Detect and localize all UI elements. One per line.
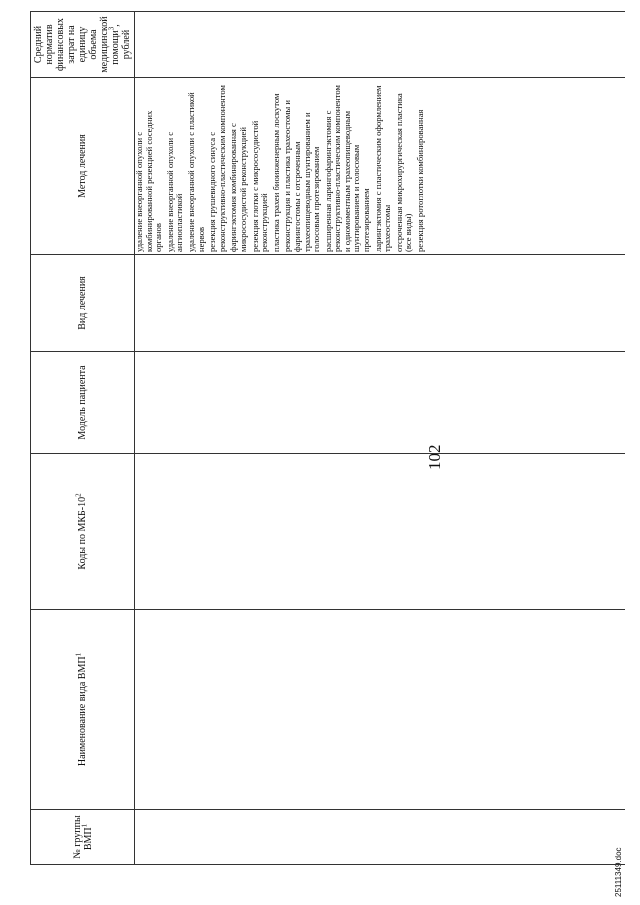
method-item: отсроченная микрохирургическая пластика (все виды) <box>393 93 414 252</box>
header-treatment-method: Метод лечения <box>31 78 135 255</box>
cell-patient-model <box>135 352 626 454</box>
cell-average-cost <box>135 12 626 78</box>
method-item: пластика трахеи биоинженерным лоскутом <box>270 93 281 252</box>
header-patient-model: Модель пациента <box>31 352 135 454</box>
cell-vmp-name <box>135 610 626 810</box>
method-item: удаление внеорганной опухоли с комбинированной резекцией соседних органов <box>134 110 164 252</box>
method-item: реконструкция и пластика трахеостомы и фарингостомы с отсроченным трахеопищеводным шунтированием и голосовым протезированием <box>282 100 322 252</box>
vmp-table <box>30 11 625 865</box>
method-item: удаление внеорганной опухоли с ангиопластикой <box>164 131 185 252</box>
method-item: ларингэктомия с пластическим оформлением трахеостомы <box>372 85 393 252</box>
cell-treatment-method <box>135 78 626 255</box>
cell-group-number <box>135 810 626 865</box>
method-item: удаление внеорганной опухоли с пластикой нервов <box>185 92 206 252</box>
cell-treatment-type <box>135 255 626 352</box>
page-number: 102 <box>425 444 444 470</box>
table-row <box>135 12 626 865</box>
method-item: расширенная ларингофарингэктомия с реконструктивно-пластическим компонентом и одномоментным трахеопищеводным шунтированием и голосовым протезированием <box>322 85 372 252</box>
cell-icd-codes <box>135 454 626 610</box>
header-vmp-name: Наименование вида ВМП$^1$ <box>31 610 135 810</box>
header-icd-codes: Коды по МКБ-$10^2$ <box>31 454 135 610</box>
method-item: фарингэктомия комбинированная с микрососудистой реконструкцией <box>228 123 248 252</box>
header-group-number: № группы ВМП$^1$ <box>31 810 135 865</box>
method-item: резекция ротоглотки комбинированная <box>415 109 426 252</box>
method-item: резекция глотки с микрососудистой реконструкцией <box>249 120 270 252</box>
header-average-cost: Средний норматив финансовых затрат на единицу объема медицинской помощи$^3$, рублей <box>31 12 135 78</box>
document-id: 25111349.doc <box>614 847 623 897</box>
header-treatment-type: Вид лечения <box>31 255 135 352</box>
method-item: резекция грушевидного синуса с реконструктивно-пластическим компонентом <box>207 85 227 252</box>
table-header-row <box>31 12 135 865</box>
